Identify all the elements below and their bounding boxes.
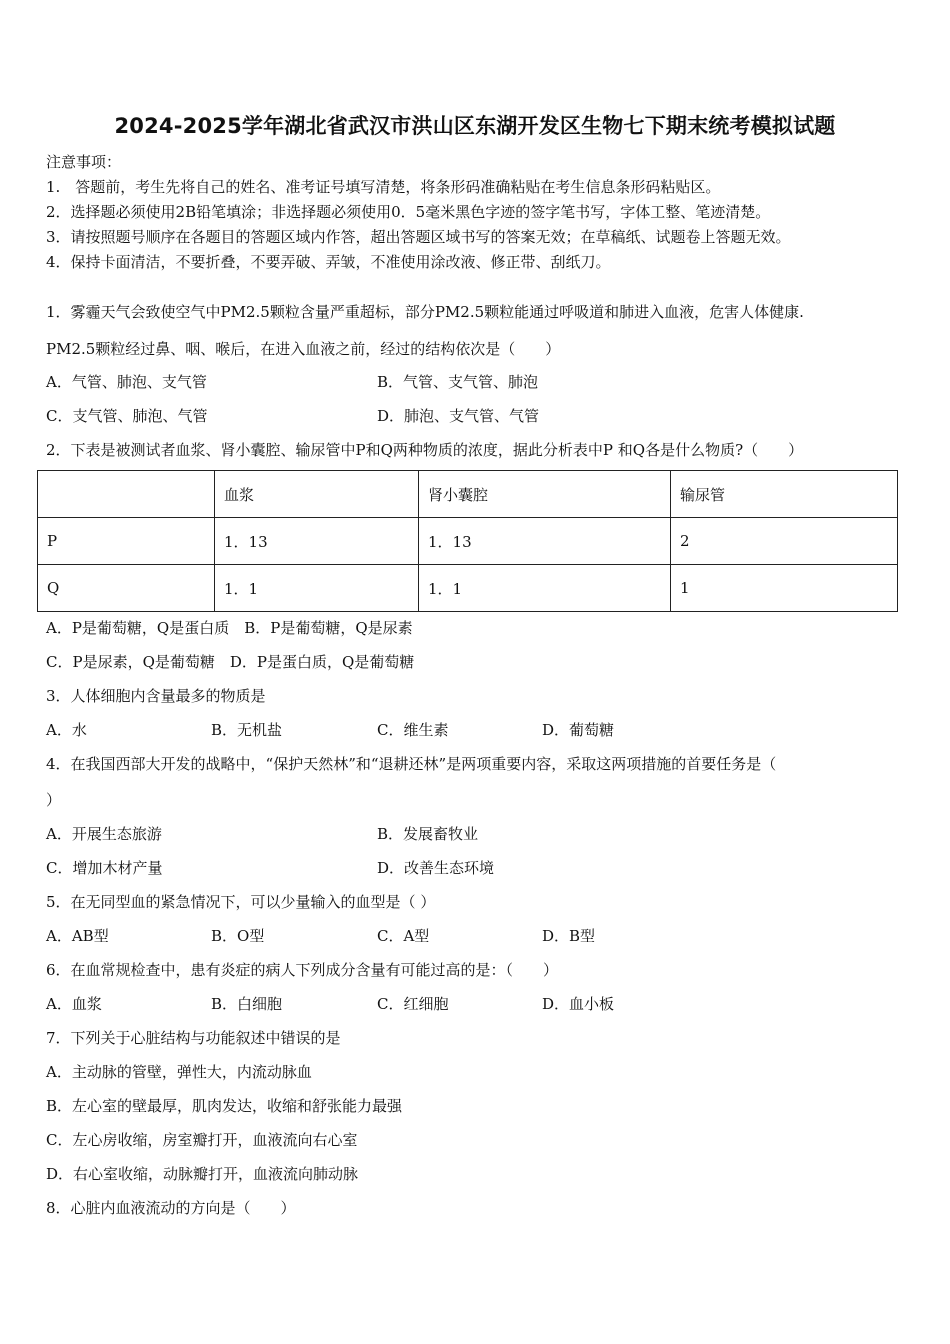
question-4-option-d: D．改善生态环境: [377, 859, 495, 877]
table-row: [38, 565, 898, 612]
table-cell: 1: [671, 565, 898, 612]
question-3-stem: 3．人体细胞内含量最多的物质是: [46, 687, 266, 705]
table-cell: Q: [38, 565, 215, 612]
question-7-option-a: A．主动脉的管壁，弹性大，内流动脉血: [46, 1063, 312, 1081]
question-1-option-c: C．支气管、肺泡、气管: [46, 407, 208, 425]
question-3-option-a: A．水: [46, 721, 87, 739]
notice-heading: 注意事项：: [46, 153, 122, 171]
question-4-option-c: C．增加木材产量: [46, 859, 163, 877]
question-5-option-c: C．A型: [377, 927, 430, 945]
question-2-options-ab: A．P是葡萄糖，Q是蛋白质 B．P是葡萄糖，Q是尿素: [46, 619, 413, 637]
question-3-option-c: C．维生素: [377, 721, 449, 739]
concentration-table: [37, 470, 898, 612]
table-header-cell: 血浆: [215, 471, 419, 518]
question-6-option-a: A．血浆: [46, 995, 102, 1013]
question-4-stem-line1: 4．在我国西部大开发的战略中，“保护天然林”和“退耕还林”是两项重要内容，采取这两项措施的首要任务是（: [46, 755, 777, 773]
question-3-option-d: D．葡萄糖: [542, 721, 615, 739]
question-2-options-cd: C．P是尿素，Q是葡萄糖 D．P是蛋白质，Q是葡萄糖: [46, 653, 415, 671]
table-cell: 1．1: [419, 565, 671, 612]
notice-item-4: 4．保持卡面清洁，不要折叠，不要弄破、弄皱，不准使用涂改液、修正带、刮纸刀。: [46, 253, 611, 271]
question-6-option-b: B．白细胞: [211, 995, 283, 1013]
table-header-cell: 输尿管: [671, 471, 898, 518]
table-header-cell: [38, 471, 215, 518]
question-7-option-c: C．左心房收缩，房室瓣打开，血液流向右心室: [46, 1131, 358, 1149]
table-cell: 1．1: [215, 565, 419, 612]
question-7-option-b: B．左心室的壁最厚，肌肉发达，收缩和舒张能力最强: [46, 1097, 403, 1115]
question-7-option-d: D．右心室收缩，动脉瓣打开，血液流向肺动脉: [46, 1165, 359, 1183]
table-header-cell: 肾小囊腔: [419, 471, 671, 518]
question-5-option-d: D．B型: [542, 927, 596, 945]
table-header-row: [38, 471, 898, 518]
question-1-option-d: D．肺泡、支气管、气管: [377, 407, 540, 425]
question-7-stem: 7．下列关于心脏结构与功能叙述中错误的是: [46, 1029, 341, 1047]
question-4-stem-line2: ）: [46, 791, 62, 809]
notice-item-2: 2．选择题必须使用2B铅笔填涂；非选择题必须使用0．5毫米黑色字迹的签字笔书写，字体工整、笔迹清楚。: [46, 203, 771, 221]
table-cell: 2: [671, 518, 898, 565]
question-1-stem-line2: PM2.5颗粒经过鼻、咽、喉后，在进入血液之前，经过的结构依次是（ ）: [46, 340, 561, 358]
question-6-stem: 6．在血常规检查中，患有炎症的病人下列成分含量有可能过高的是：（ ）: [46, 961, 559, 979]
question-8-stem: 8．心脏内血液流动的方向是（ ）: [46, 1199, 296, 1217]
table-cell: P: [38, 518, 215, 565]
question-4-option-b: B．发展畜牧业: [377, 825, 479, 843]
question-1-option-a: A．气管、肺泡、支气管: [46, 373, 207, 391]
question-6-option-d: D．血小板: [542, 995, 615, 1013]
question-3-option-b: B．无机盐: [211, 721, 283, 739]
table-cell: 1．13: [215, 518, 419, 565]
question-1-option-b: B．气管、支气管、肺泡: [377, 373, 539, 391]
question-5-option-a: A．AB型: [46, 927, 109, 945]
question-5-option-b: B．O型: [211, 927, 265, 945]
question-4-option-a: A．开展生态旅游: [46, 825, 162, 843]
page-title: 2024-2025学年湖北省武汉市洪山区东湖开发区生物七下期末统考模拟试题: [114, 114, 836, 138]
question-1-stem-line1: 1．雾霾天气会致使空气中PM2.5颗粒含量严重超标，部分PM2.5颗粒能通过呼吸道和肺进入血液，危害人体健康.: [46, 303, 804, 321]
table-cell: 1．13: [419, 518, 671, 565]
question-6-option-c: C．红细胞: [377, 995, 449, 1013]
notice-item-1: 1. 答题前，考生先将自己的姓名、准考证号填写清楚，将条形码准确粘贴在考生信息条形码粘贴区。: [46, 178, 721, 196]
table-row: [38, 518, 898, 565]
notice-item-3: 3．请按照题号顺序在各题目的答题区域内作答，超出答题区域书写的答案无效；在草稿纸、试题卷上答题无效。: [46, 228, 791, 246]
question-5-stem: 5．在无同型血的紧急情况下，可以少量输入的血型是（ ）: [46, 893, 436, 911]
question-2-stem: 2．下表是被测试者血浆、肾小囊腔、输尿管中P和Q两种物质的浓度，据此分析表中P 和Q各是什么物质?（ ）: [46, 441, 804, 459]
